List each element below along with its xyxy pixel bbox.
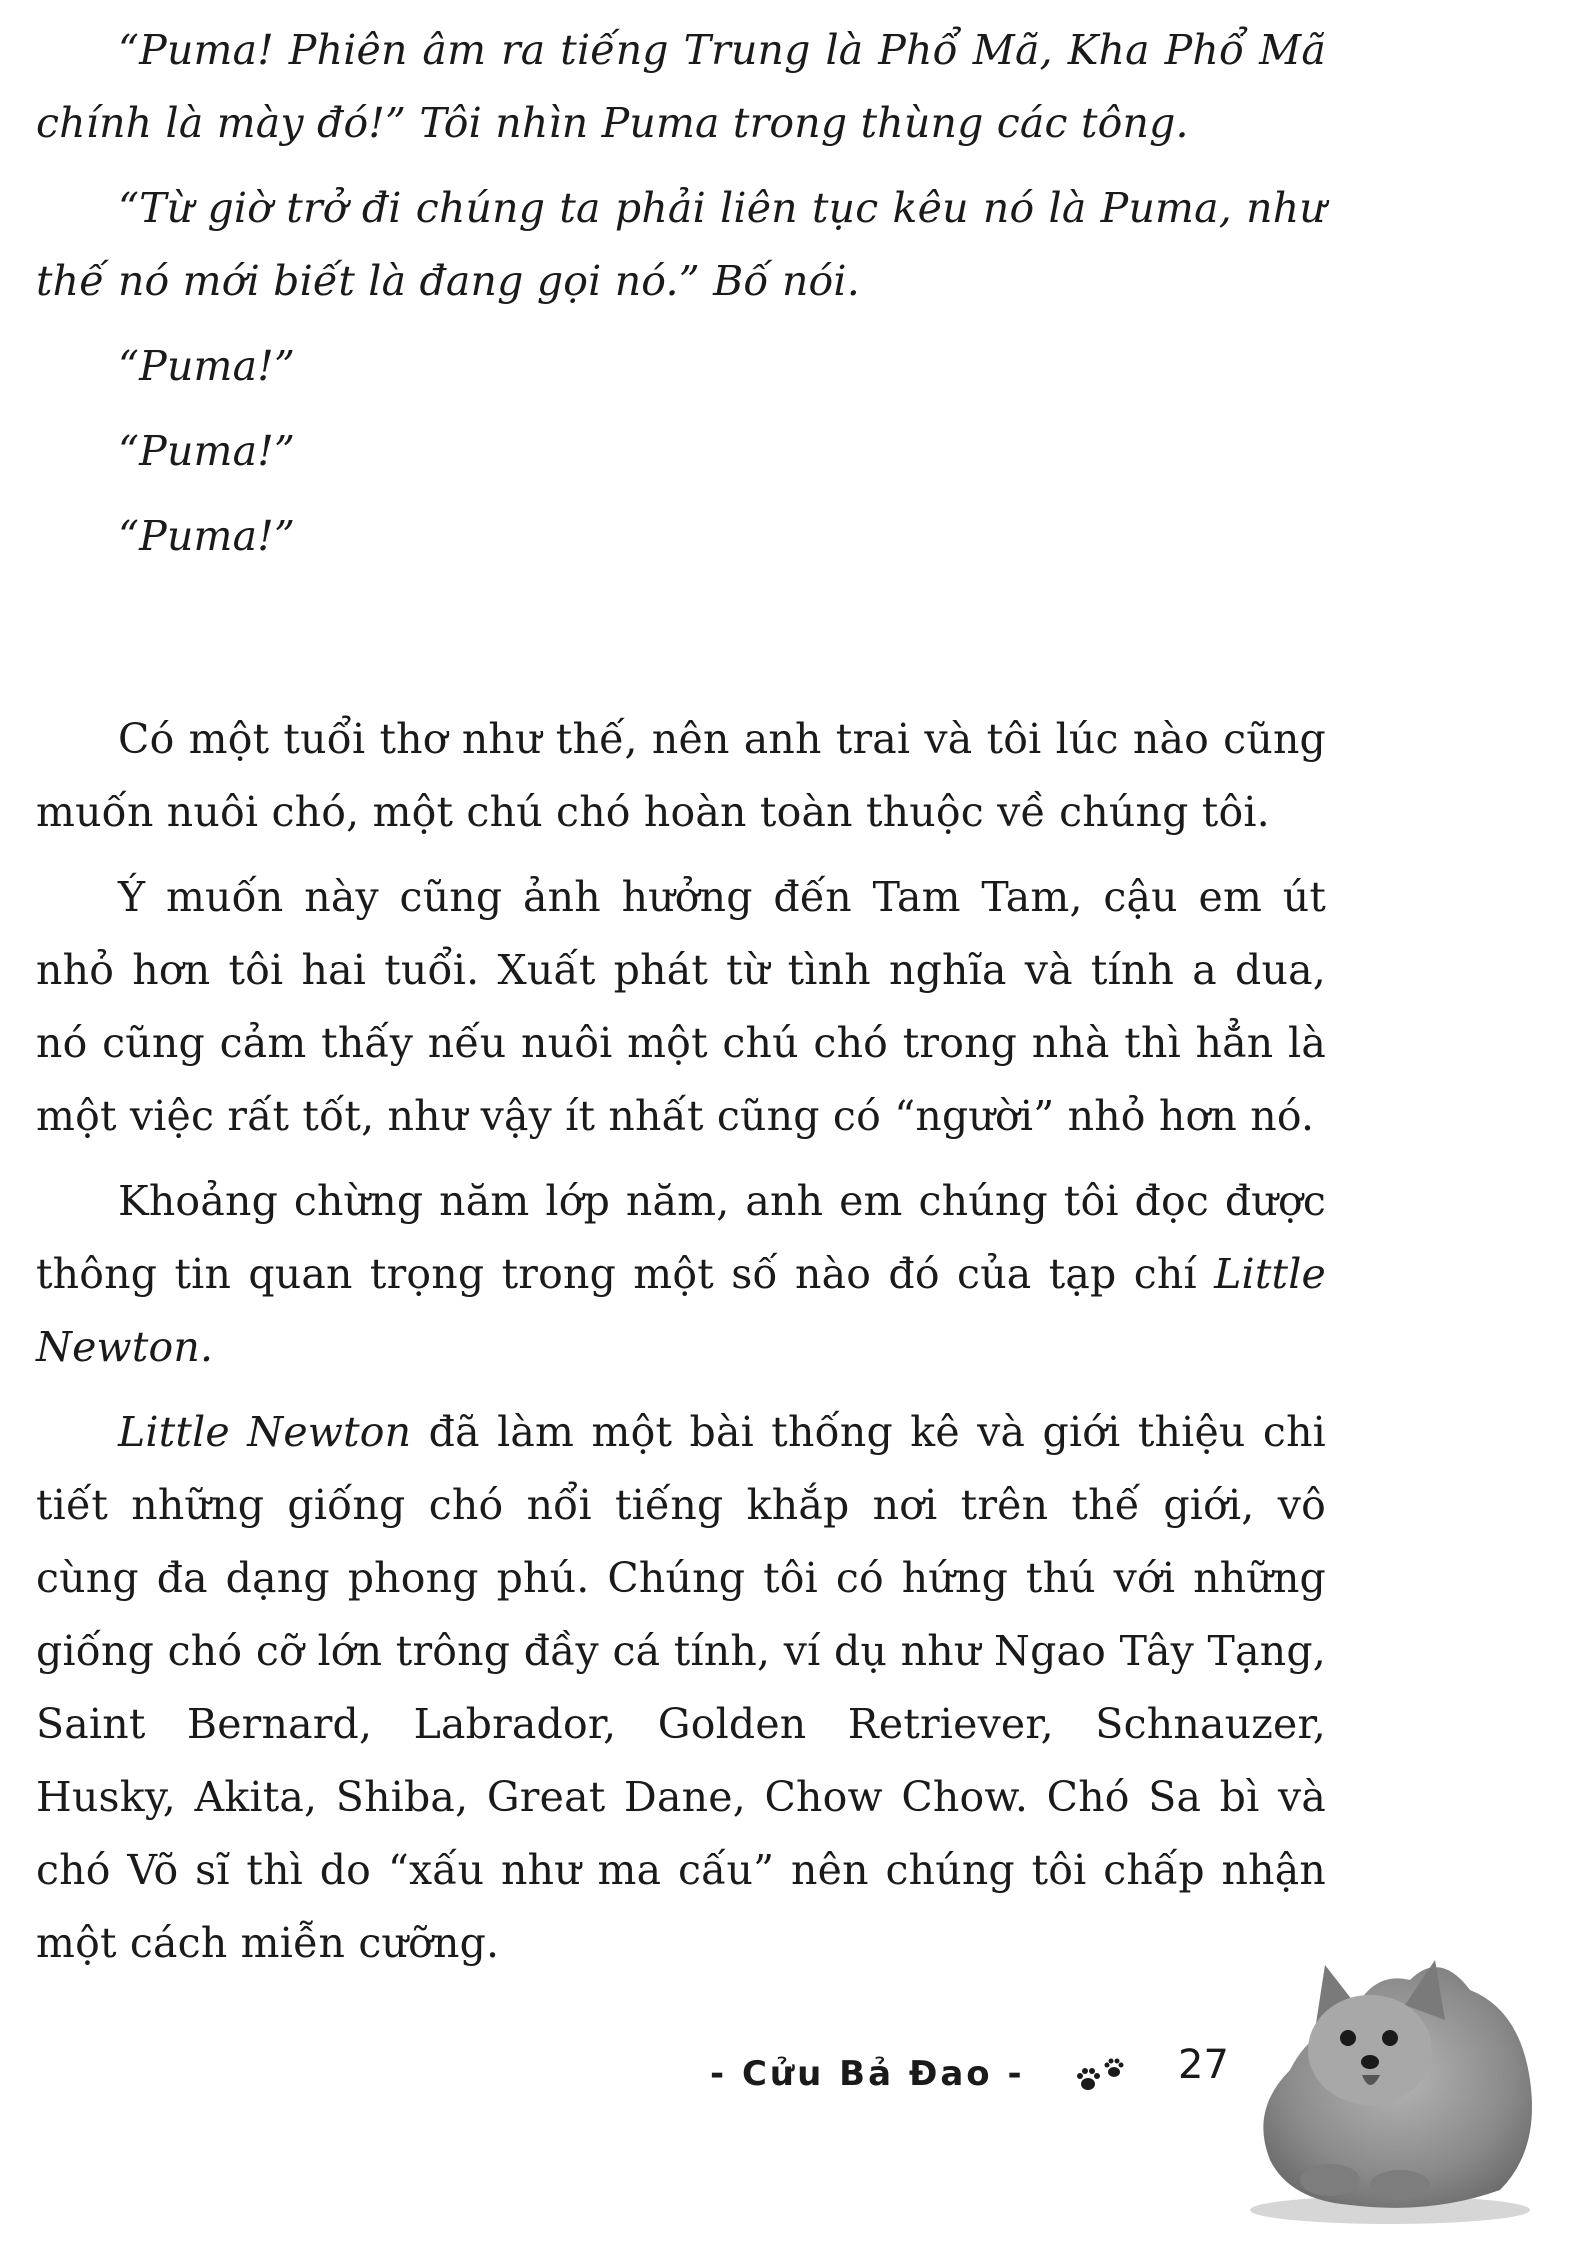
paragraph-4: “Puma!”	[118, 427, 296, 475]
paragraph-8-text: Khoảng chừng năm lớp năm, anh em chúng tôi đọc được thông tin quan trọng trong một số nào đó của tạp chí	[36, 1177, 1326, 1298]
page-body	[36, 14, 1326, 1992]
paragraph-6: Có một tuổi thơ như thế, nên anh trai và tôi lúc nào cũng muốn nuôi chó, một chú chó hoàn toàn thuộc về chúng tôi.	[36, 715, 1326, 836]
paragraph-7: Ý muốn này cũng ảnh hưởng đến Tam Tam, cậu em út nhỏ hơn tôi hai tuổi. Xuất phát từ tình nghĩa và tính a dua, nó cũng cảm thấy nếu nuôi một chú chó trong nhà thì hẳn là một việc rất tốt, như vậy ít nhất cũng có “người” nhỏ hơn nó.	[36, 873, 1326, 1140]
footer-author: - Cửu Bả Đao -	[710, 2054, 1025, 2094]
page-number: 27	[1178, 2042, 1229, 2088]
section-break	[36, 585, 1326, 703]
paragraph-1: “Puma! Phiên âm ra tiếng Trung là Phổ Mã, Kha Phổ Mã chính là mày đó!” Tôi nhìn Puma trong thùng các tông.	[36, 26, 1326, 147]
paragraph-3: “Puma!”	[118, 342, 296, 390]
paragraph-9	[36, 1396, 1326, 1980]
paragraph-8-magazine-title: Little Newton.	[36, 1250, 1326, 1371]
paragraph-5: “Puma!”	[118, 512, 296, 560]
paragraph-9-text: đã làm một bài thống kê và giới thiệu chi tiết những giống chó nổi tiếng khắp nơi trên thế giới, vô cùng đa dạng phong phú. Chúng tôi có hứng thú với những giống chó cỡ lớn trông đầy cá tính, ví dụ như Ngao Tây Tạng, Saint Bernard, Labrador, Golden Retriever, Schnauzer, Husky, Akita, Shiba, Great Dane, Chow Chow. Chó Sa bì và chó Võ sĩ thì do “xấu như ma cấu” nên chúng tôi chấp nhận một cách miễn cưỡng.	[36, 1408, 1326, 1967]
paw-prints-icon	[1074, 2056, 1130, 2096]
paragraph-8	[36, 1165, 1326, 1384]
paragraph-9-magazine-title: Little Newton	[118, 1408, 412, 1456]
pomeranian-dog-illustration	[1230, 1910, 1550, 2230]
paragraph-2: “Từ giờ trở đi chúng ta phải liên tục kêu nó là Puma, như thế nó mới biết là đang gọi nó.” Bố nói.	[36, 184, 1326, 305]
